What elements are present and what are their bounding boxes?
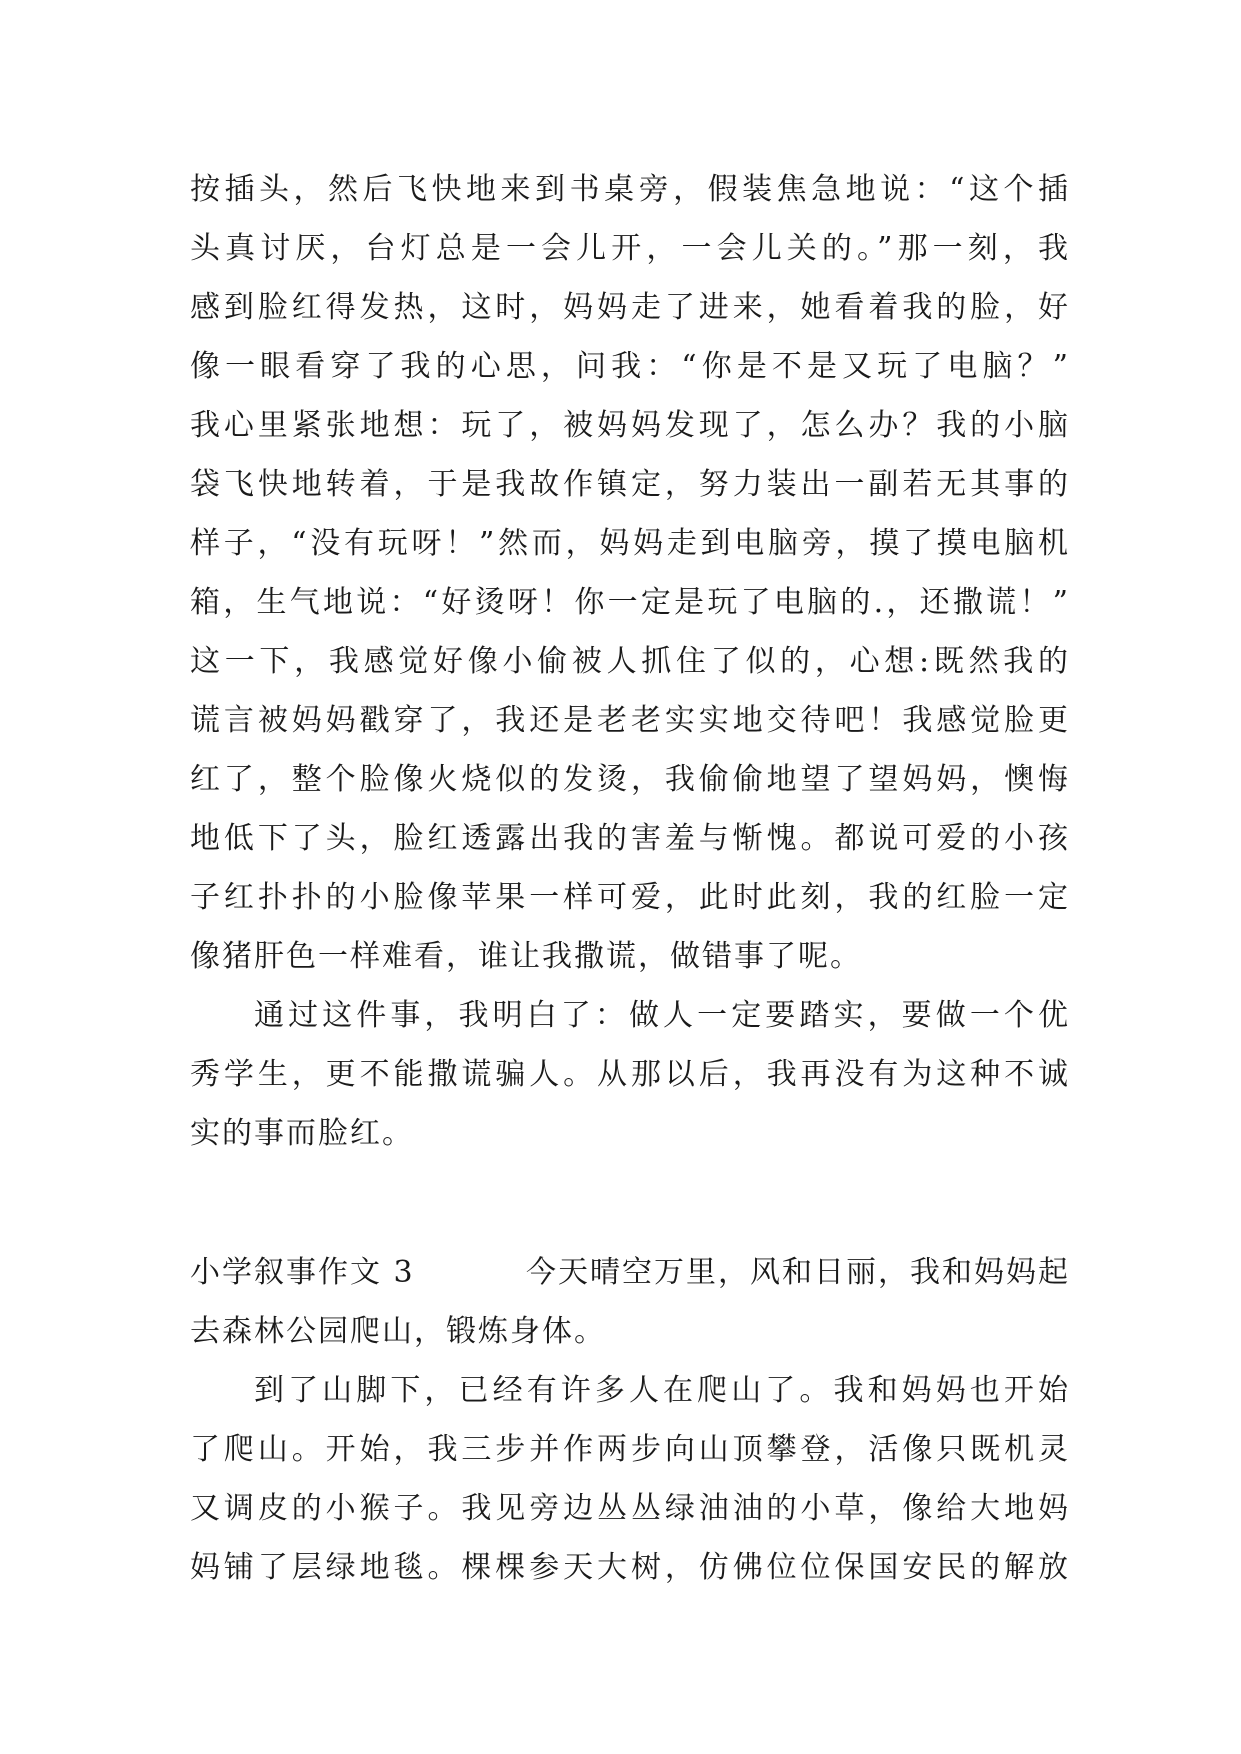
text-line: 了爬山。开始，我三步并作两步向山顶攀登，活像只既机灵 <box>190 1432 1070 1467</box>
text-line: 头真讨厌，台灯总是一会儿开，一会儿关的。”那一刻，我 <box>190 231 1070 266</box>
text-line: 地低下了头，脸红透露出我的害羞与惭愧。都说可爱的小孩 <box>190 821 1070 856</box>
text-line: 今天晴空万里，风和日丽，我和妈妈起 <box>526 1255 1070 1290</box>
text-line: 实的事而脸红。 <box>190 1116 414 1151</box>
text-line: 我心里紧张地想：玩了，被妈妈发现了，怎么办？我的小脑 <box>190 408 1070 443</box>
paragraph-conclusion <box>190 986 1070 1163</box>
text-line: 通过这件事，我明白了：做人一定要踏实，要做一个优 <box>254 998 1070 1033</box>
essay-body <box>190 160 1070 1597</box>
text-line: 子红扑扑的小脸像苹果一样可爱，此时此刻，我的红脸一定 <box>190 880 1070 915</box>
text-line: 像猪肝色一样难看，谁让我撒谎，做错事了呢。 <box>190 939 862 974</box>
text-line: 又调皮的小猴子。我见旁边丛丛绿油油的小草，像给大地妈 <box>190 1491 1070 1526</box>
text-line: 红了，整个脸像火烧似的发烫，我偷偷地望了望妈妈，懊悔 <box>190 762 1070 797</box>
text-line: 像一眼看穿了我的心思，问我：“你是不是又玩了电脑？” <box>190 349 1070 384</box>
text-line: 袋飞快地转着，于是我故作镇定，努力装出一副若无其事的 <box>190 467 1070 502</box>
text-line: 这一下，我感觉好像小偷被人抓住了似的，心想:既然我的 <box>190 644 1070 679</box>
section-gap <box>190 1163 1070 1243</box>
text-line: 去森林公园爬山，锻炼身体。 <box>190 1314 606 1349</box>
paragraph-continued <box>190 160 1070 986</box>
section-heading-line <box>190 1243 1070 1302</box>
text-line: 感到脸红得发热，这时，妈妈走了进来，她看着我的脸，好 <box>190 290 1070 325</box>
section-title: 小学叙事作文 3 <box>190 1255 415 1290</box>
text-line: 到了山脚下，已经有许多人在爬山了。我和妈妈也开始 <box>254 1373 1070 1408</box>
essay-section <box>190 1243 1070 1597</box>
text-line: 箱，生气地说：“好烫呀！你一定是玩了电脑的.，还撒谎！” <box>190 585 1070 620</box>
text-line: 按插头，然后飞快地来到书桌旁，假装焦急地说：“这个插 <box>190 172 1070 207</box>
text-line: 样子，“没有玩呀！”然而，妈妈走到电脑旁，摸了摸电脑机 <box>190 526 1070 561</box>
text-line: 秀学生，更不能撒谎骗人。从那以后，我再没有为这种不诚 <box>190 1057 1070 1092</box>
text-line: 谎言被妈妈戳穿了，我还是老老实实地交待吧！我感觉脸更 <box>190 703 1070 738</box>
text-line: 妈铺了层绿地毯。棵棵参天大树，仿佛位位保国安民的解放 <box>190 1550 1070 1585</box>
